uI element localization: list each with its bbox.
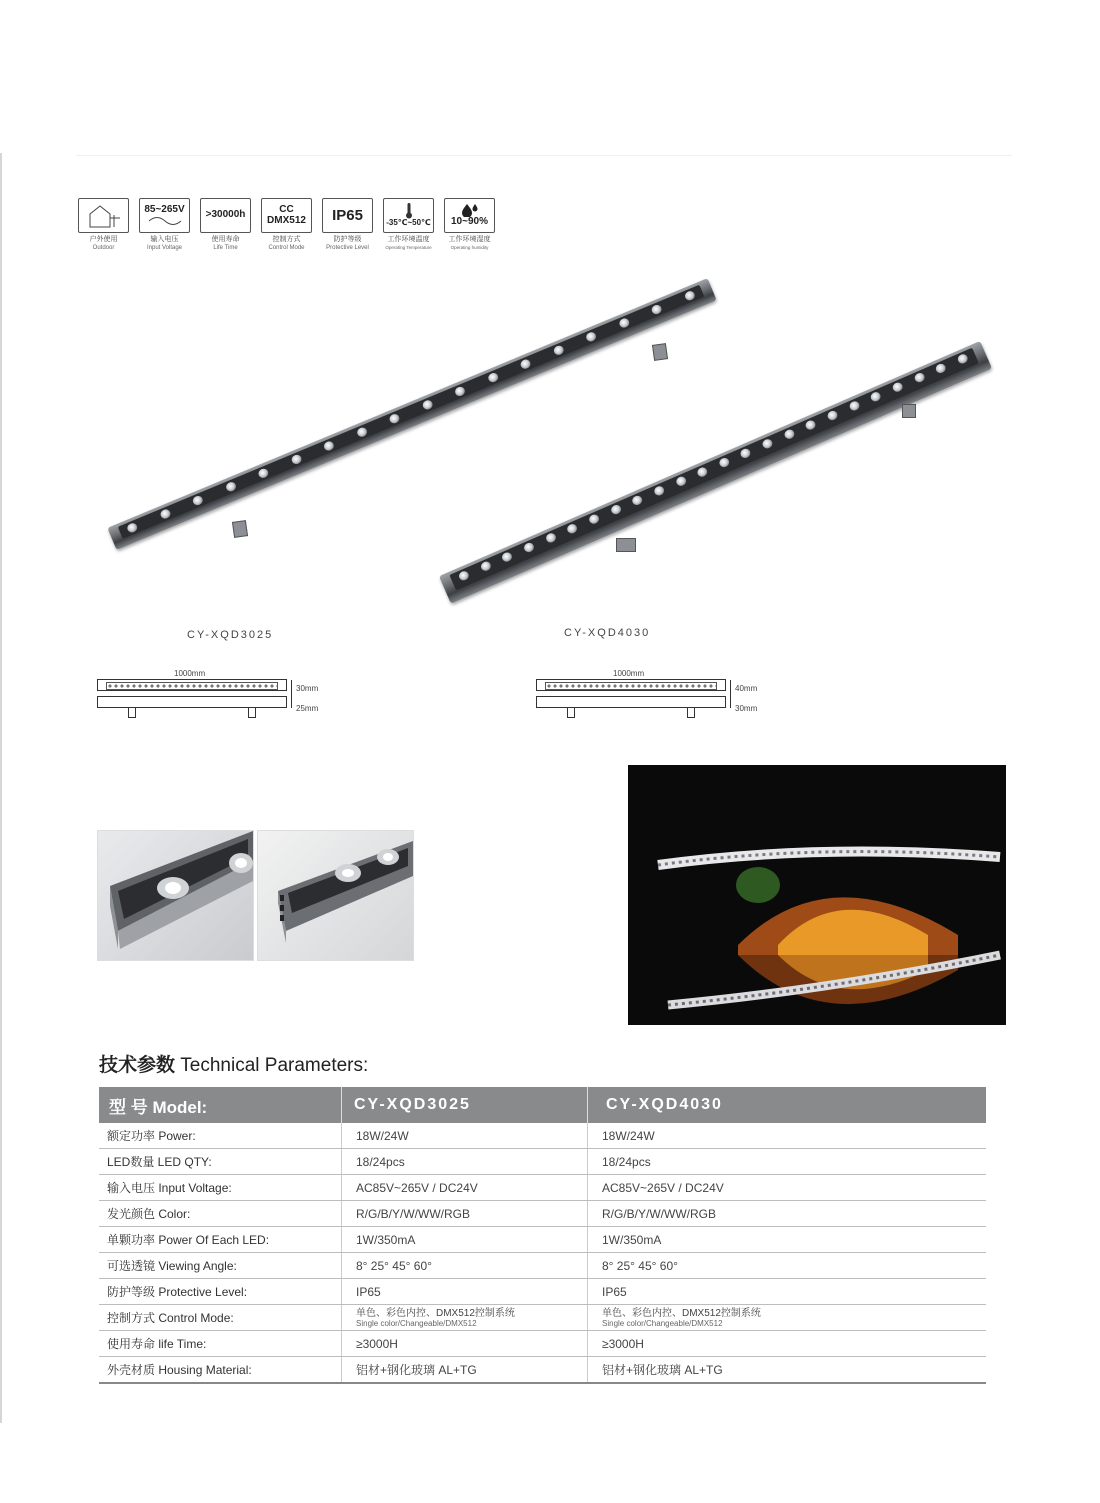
dim-length: 1000mm	[613, 669, 645, 678]
closeup-photo-end-cap	[97, 830, 254, 961]
row-value-1: 铝材+钢化玻璃 AL+TG	[342, 1357, 588, 1384]
led-lens	[826, 409, 839, 421]
led-lens	[761, 438, 774, 450]
model-label-xqd3025: CY-XQD3025	[187, 629, 274, 641]
row-value-2: R/G/B/Y/W/WW/RGB	[588, 1201, 987, 1227]
outdoor-icon	[78, 198, 129, 233]
voltage-icon	[139, 198, 190, 233]
row-value-2: 8° 25° 45° 60°	[588, 1253, 987, 1279]
header-model-2: CY-XQD4030	[588, 1087, 987, 1123]
table-row	[99, 1123, 986, 1149]
row-label: 输入电压 Input Voltage:	[99, 1175, 342, 1201]
section-title	[99, 1050, 368, 1077]
humidity-icon	[444, 198, 495, 233]
voltage-text: 85~265V	[144, 204, 185, 216]
lifetime-en: Life Time	[213, 245, 238, 251]
table-row	[99, 1279, 986, 1305]
row-value-2: ≥3000H	[588, 1331, 987, 1357]
led-lens	[653, 485, 666, 497]
control-en: Control Mode	[268, 245, 305, 251]
technical-parameters-table	[99, 1087, 986, 1384]
spec-outdoor	[77, 198, 130, 252]
led-lens	[618, 317, 631, 329]
mount-bracket	[902, 404, 916, 418]
led-lens	[696, 466, 709, 478]
thermometer-icon	[383, 198, 434, 233]
control-mode-cn: 单色、彩色内控、DMX512控制系统	[602, 1307, 761, 1319]
led-lens	[454, 385, 467, 397]
row-label: 可选透镜 Viewing Angle:	[99, 1253, 342, 1279]
led-lens	[870, 390, 883, 402]
header-divider	[76, 155, 1012, 156]
led-lens	[501, 551, 514, 563]
led-lens	[783, 428, 796, 440]
table-row	[99, 1201, 986, 1227]
row-value-2: 铝材+钢化玻璃 AL+TG	[588, 1357, 987, 1384]
spec-voltage	[138, 198, 191, 252]
row-value-1: AC85V~265V / DC24V	[342, 1175, 588, 1201]
row-label: 控制方式 Control Mode:	[99, 1305, 342, 1331]
temperature-en: Operating Temperature	[385, 245, 432, 250]
led-lens	[684, 290, 697, 302]
spec-ip	[321, 198, 374, 252]
lifetime-text: >30000h	[205, 209, 246, 221]
section-title-en: Technical Parameters:	[180, 1055, 369, 1076]
closeup-photo-side	[257, 830, 414, 961]
led-lens	[523, 541, 536, 553]
ip-cn: 防护等级	[333, 236, 362, 243]
night-bridge-photo	[628, 765, 1006, 1025]
spec-humidity	[443, 198, 496, 252]
table-row	[99, 1253, 986, 1279]
row-value-1: IP65	[342, 1279, 588, 1305]
row-value-2	[588, 1305, 987, 1331]
led-lens	[224, 481, 237, 493]
dim-height-side: 30mm	[735, 704, 758, 713]
row-value-2: IP65	[588, 1279, 987, 1305]
mount-bracket	[232, 520, 248, 538]
row-value-1: 18W/24W	[342, 1123, 588, 1149]
dimension-drawing-xqd3025	[97, 669, 337, 729]
led-lens	[159, 508, 172, 520]
dim-height-top: 30mm	[296, 684, 319, 693]
led-lens	[935, 362, 948, 374]
control-icon	[261, 198, 312, 233]
led-lens	[805, 419, 818, 431]
led-lens	[323, 440, 336, 452]
table-row	[99, 1305, 986, 1331]
control-mode-en: Single color/Changeable/DMX512	[356, 1318, 477, 1328]
led-lens	[674, 475, 687, 487]
led-lens	[544, 532, 557, 544]
ip-text: IP65	[332, 206, 363, 224]
voltage-en: Input Voltage	[146, 245, 183, 251]
led-lens	[588, 513, 601, 525]
table-row	[99, 1357, 986, 1384]
led-lens	[487, 372, 500, 384]
humidity-en: Operating humidity	[450, 245, 489, 250]
humidity-text: 10~90%	[451, 216, 488, 228]
row-label: 发光颜色 Color:	[99, 1201, 342, 1227]
ip-icon	[322, 198, 373, 233]
led-lens	[956, 353, 969, 365]
spec-lifetime	[199, 198, 252, 252]
control-text: CC DMX512	[267, 204, 306, 226]
row-label: 外壳材质 Housing Material:	[99, 1357, 342, 1384]
led-lens	[913, 372, 926, 384]
model-label-xqd4030: CY-XQD4030	[564, 627, 651, 639]
led-lens	[192, 494, 205, 506]
row-value-1: 1W/350mA	[342, 1227, 588, 1253]
led-lens	[651, 303, 664, 315]
spec-icon-strip	[77, 198, 496, 252]
spec-temperature	[382, 198, 435, 252]
led-lens	[479, 560, 492, 572]
dimension-drawing-xqd4030	[536, 669, 776, 729]
row-value-1: 18/24pcs	[342, 1149, 588, 1175]
led-lens	[585, 331, 598, 343]
led-lens	[566, 523, 579, 535]
row-label: 单颗功率 Power Of Each LED:	[99, 1227, 342, 1253]
led-lens	[290, 454, 303, 466]
outdoor-cn: 户外使用	[89, 236, 118, 243]
ip-en: Protective Level	[326, 245, 369, 251]
led-lens	[520, 358, 533, 370]
row-value-2: 18W/24W	[588, 1123, 987, 1149]
row-value-1: ≥3000H	[342, 1331, 588, 1357]
header-model-1: CY-XQD3025	[342, 1087, 588, 1123]
row-label: 额定功率 Power:	[99, 1123, 342, 1149]
lifetime-icon	[200, 198, 251, 233]
humidity-cn: 工作环境湿度	[448, 236, 491, 243]
spec-control	[260, 198, 313, 252]
temperature-cn: 工作环境温度	[387, 236, 430, 243]
page-edge-line	[0, 153, 2, 1423]
row-value-2: 18/24pcs	[588, 1149, 987, 1175]
control-mode-en: Single color/Changeable/DMX512	[602, 1318, 723, 1328]
table-row	[99, 1149, 986, 1175]
row-label: 防护等级 Protective Level:	[99, 1279, 342, 1305]
row-value-2: AC85V~265V / DC24V	[588, 1175, 987, 1201]
led-lens	[718, 456, 731, 468]
mount-bracket	[616, 538, 636, 552]
row-value-1	[342, 1305, 588, 1331]
table-row	[99, 1331, 986, 1357]
led-lens	[458, 570, 471, 582]
dim-length: 1000mm	[174, 669, 206, 678]
led-lens	[631, 494, 644, 506]
mount-bracket	[652, 343, 668, 361]
led-lens	[739, 447, 752, 459]
dim-height-top: 40mm	[735, 684, 758, 693]
led-lens	[126, 522, 139, 534]
control-cn: 控制方式	[272, 236, 301, 243]
header-model-label: 型 号 Model:	[99, 1087, 342, 1123]
table-row	[99, 1227, 986, 1253]
led-lens	[552, 344, 565, 356]
row-value-1: 8° 25° 45° 60°	[342, 1253, 588, 1279]
table-row	[99, 1175, 986, 1201]
section-title-cn: 技术参数	[99, 1055, 176, 1076]
led-lens	[848, 400, 861, 412]
dim-height-side: 25mm	[296, 704, 319, 713]
table-header-row	[99, 1087, 986, 1123]
led-lens	[257, 467, 270, 479]
led-lens	[609, 504, 622, 516]
led-lens	[421, 399, 434, 411]
row-label: LED数量 LED QTY:	[99, 1149, 342, 1175]
temperature-text: -35℃~50℃	[386, 218, 431, 228]
outdoor-en: Outdoor	[92, 245, 115, 251]
lifetime-cn: 使用寿命	[211, 236, 240, 243]
voltage-cn: 输入电压	[150, 236, 179, 243]
led-lens	[891, 381, 904, 393]
led-lens	[356, 426, 369, 438]
led-lens	[388, 413, 401, 425]
row-label: 使用寿命 life Time:	[99, 1331, 342, 1357]
control-mode-cn: 单色、彩色内控、DMX512控制系统	[356, 1307, 515, 1319]
row-value-1: R/G/B/Y/W/WW/RGB	[342, 1201, 588, 1227]
row-value-2: 1W/350mA	[588, 1227, 987, 1253]
